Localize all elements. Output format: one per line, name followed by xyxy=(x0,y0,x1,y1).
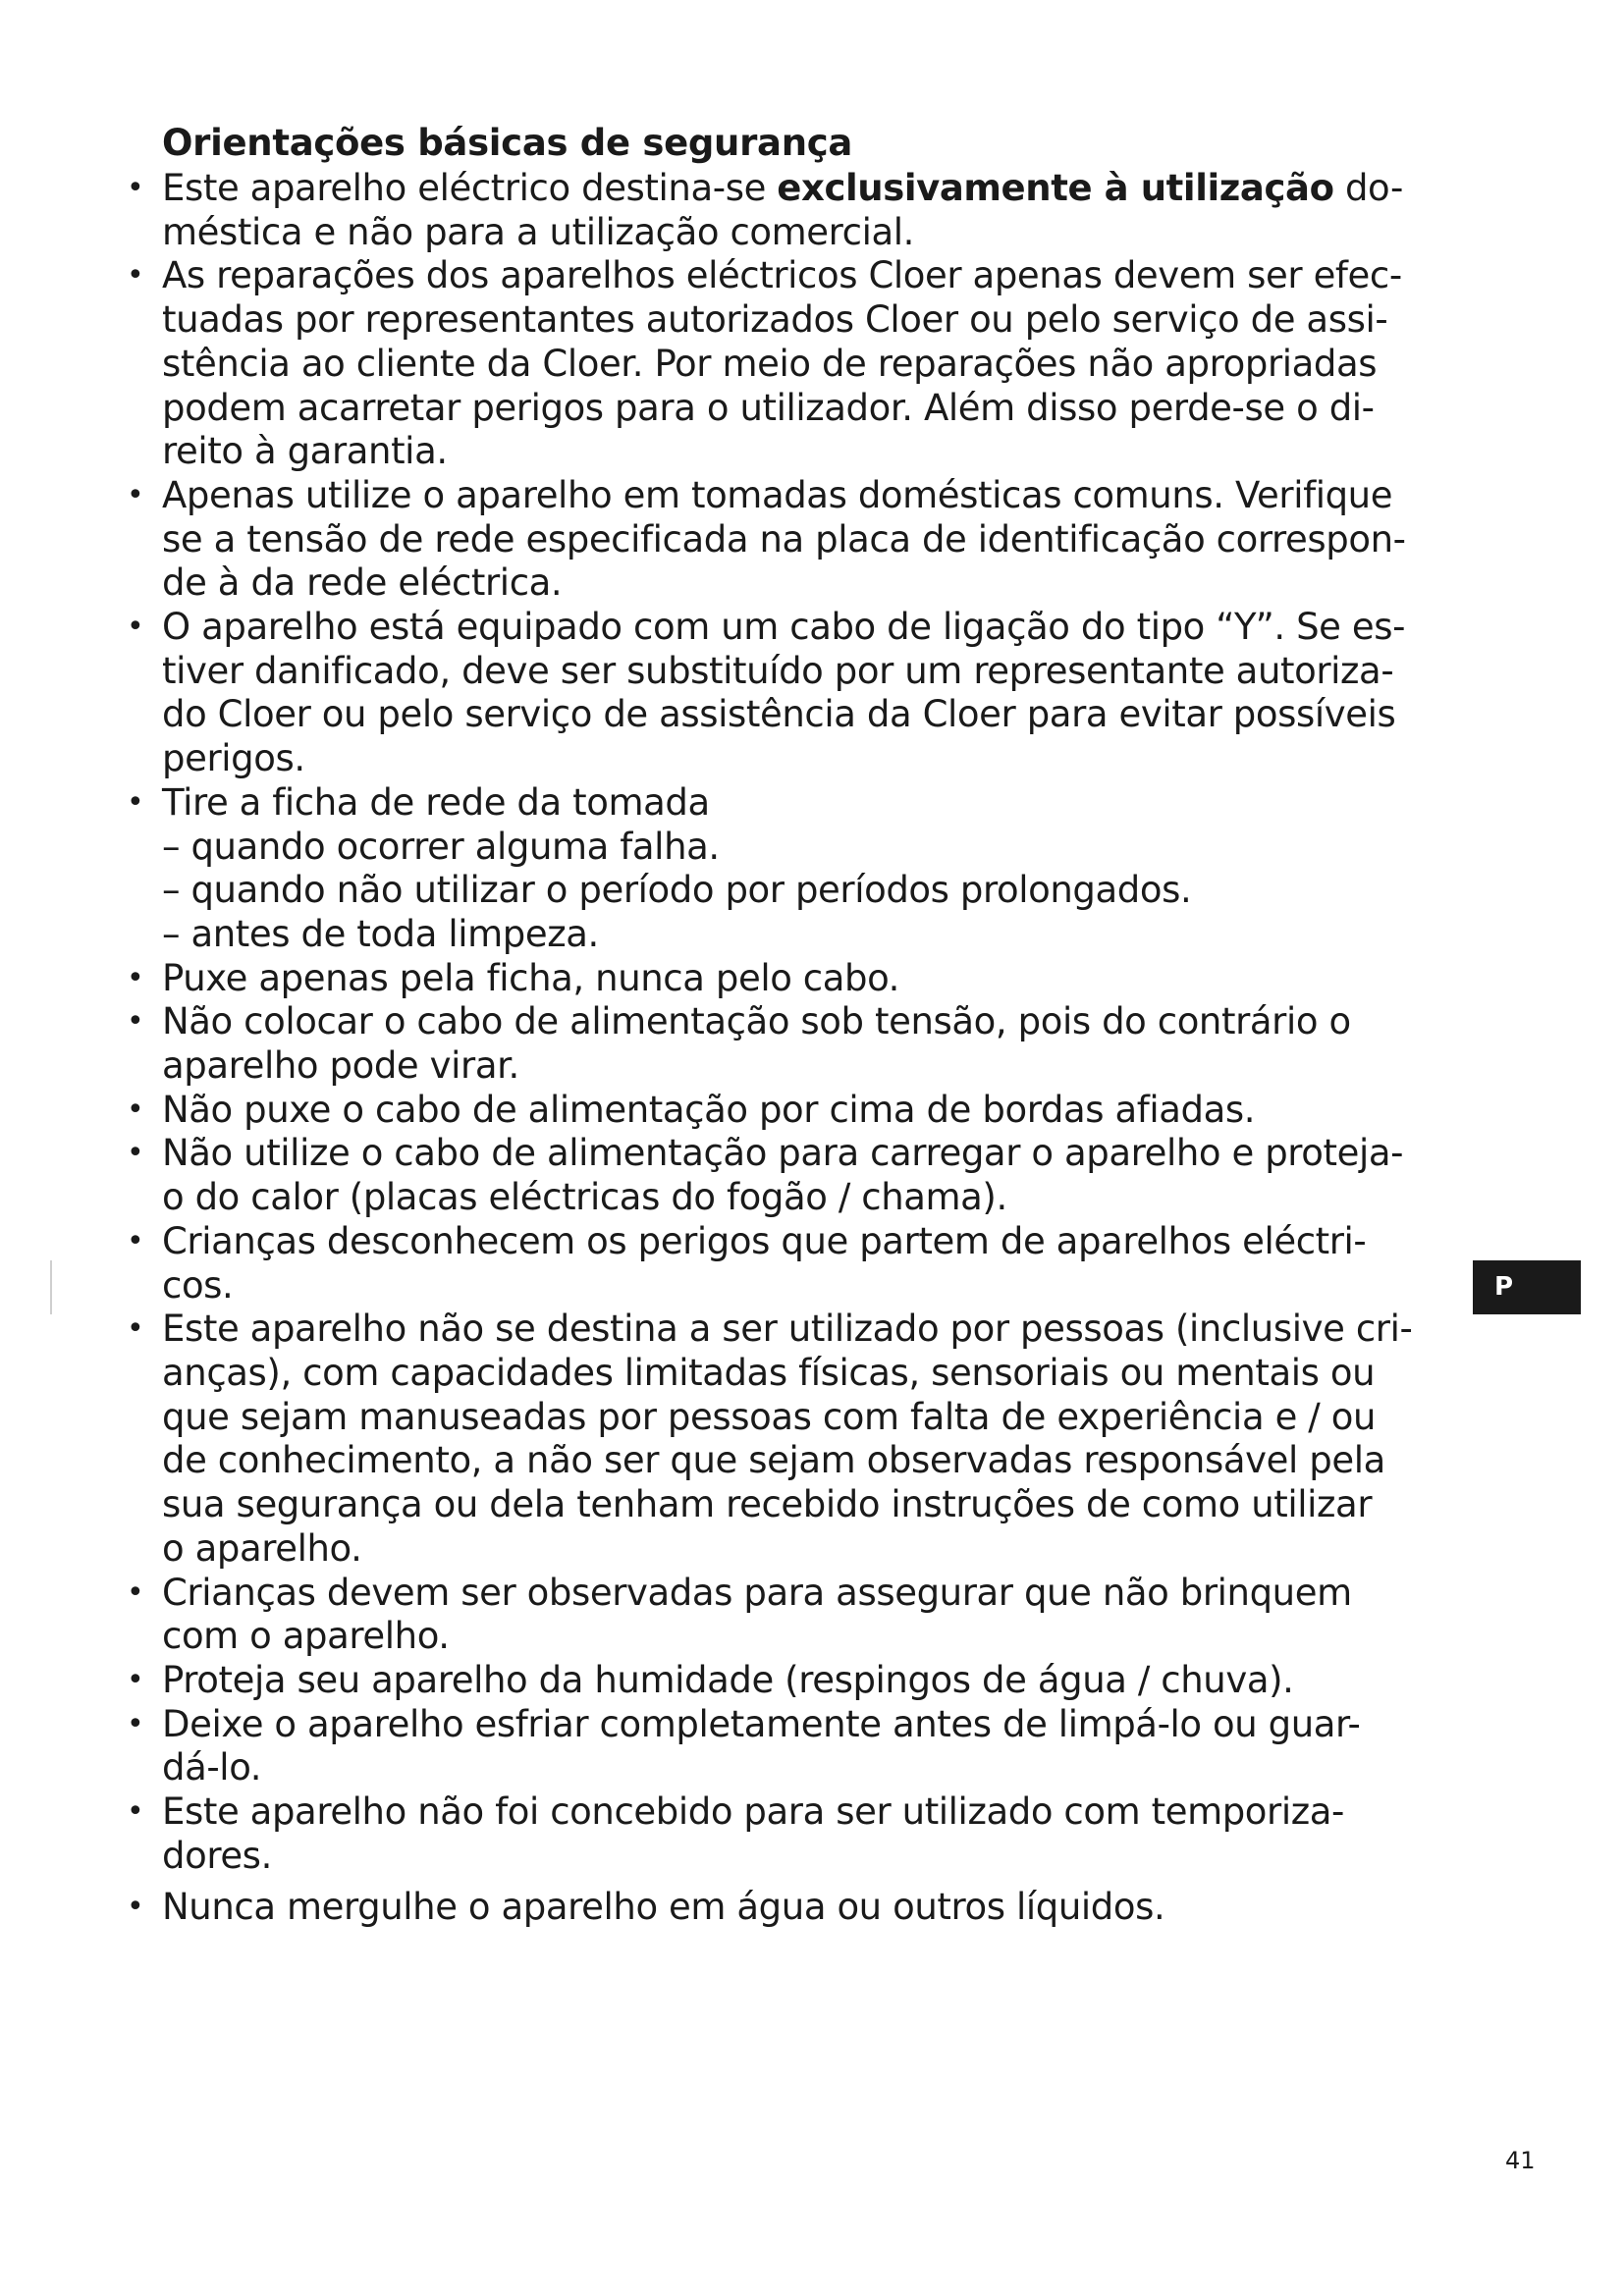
list-item xyxy=(120,1572,1489,1659)
bullet-icon: • xyxy=(127,1575,144,1610)
sub-item: – quando não utilizar o período por períodos prolongados. xyxy=(162,869,1192,912)
safety-list xyxy=(120,167,1489,1930)
sub-item: – antes de toda limpeza. xyxy=(162,912,599,955)
bullet-icon: • xyxy=(127,1706,144,1741)
bullet-icon: • xyxy=(127,1311,144,1347)
list-item xyxy=(120,1790,1489,1878)
sub-item: – quando ocorrer alguma falha. xyxy=(162,825,720,868)
item-text-bold: exclusivamente à utilização xyxy=(777,167,1334,209)
item-text: Crianças desconhecem os perigos que partem de aparelhos eléctri- cos. xyxy=(162,1219,1367,1307)
bullet-icon: • xyxy=(127,610,144,645)
list-item xyxy=(120,1703,1489,1790)
bullet-icon: • xyxy=(127,477,144,512)
item-text: Não puxe o cabo de alimentação por cima de bordas afiadas. xyxy=(162,1088,1256,1131)
item-text: Este aparelho não se destina a ser utilizado por pessoas (inclusive cri- anças), com capacidades limitadas físicas, sensoriais ou mentais ou que sejam manuseadas por pessoas com falta de experiência e / ou de conhecimento, a não ser que sejam observadas responsável pela sua segurança ou dela tenham recebido instruções de como utilizar o aparelho. xyxy=(162,1308,1413,1570)
list-item xyxy=(120,1220,1489,1308)
item-text: Puxe apenas pela ficha, nunca pelo cabo. xyxy=(162,956,900,999)
item-text: O aparelho está equipado com um cabo de ligação do tipo “Y”. Se es- tiver danificado, deve ser substituído por um representante autoriza- do Cloer ou pelo serviço de assistência da Cloer para evitar possíveis perigos. xyxy=(162,606,1406,780)
list-item xyxy=(120,1886,1489,1930)
list-item xyxy=(120,254,1489,474)
bullet-icon: • xyxy=(127,1662,144,1697)
list-item xyxy=(120,1000,1489,1088)
item-text: Crianças devem ser observadas para assegurar que não brinquem com o aparelho. xyxy=(162,1571,1352,1658)
bullet-icon: • xyxy=(127,171,144,205)
item-text-start: Este aparelho eléctrico destina-se xyxy=(162,167,778,209)
item-text: Tire a ficha de rede da tomada xyxy=(162,780,710,824)
item-text: Deixe o aparelho esfriar completamente antes de limpá-lo ou guar- dá-lo. xyxy=(162,1702,1361,1789)
list-item xyxy=(120,1308,1489,1571)
margin-mark xyxy=(50,1260,52,1314)
bullet-icon: • xyxy=(127,1004,144,1040)
item-text: Nunca mergulhe o aparelho em água ou outros líquidos. xyxy=(162,1886,1165,1929)
list-item xyxy=(120,781,1489,957)
list-item xyxy=(120,606,1489,781)
list-item xyxy=(120,957,1489,1001)
list-item xyxy=(120,1132,1489,1219)
bullet-icon: • xyxy=(127,258,144,294)
bullet-icon: • xyxy=(127,784,144,820)
bullet-icon: • xyxy=(127,1223,144,1258)
document-body xyxy=(120,122,1489,1930)
bullet-icon: • xyxy=(127,960,144,995)
list-item xyxy=(120,474,1489,606)
bullet-icon: • xyxy=(127,1092,144,1127)
bullet-icon: • xyxy=(127,1136,144,1171)
item-text: Apenas utilize o aparelho em tomadas domésticas comuns. Verifique se a tensão de rede especificada na placa de identificação correspon- de à da rede eléctrica. xyxy=(162,473,1406,605)
item-text-end: do- méstica e não para a utilização comercial. xyxy=(162,167,1403,253)
list-item xyxy=(120,167,1489,254)
language-tab: P xyxy=(1473,1260,1581,1314)
item-text: Este aparelho não foi concebido para ser utilizado com temporiza- dores. xyxy=(162,1790,1344,1877)
item-text: As reparações dos aparelhos eléctricos Cloer apenas devem ser efec- tuadas por representantes autorizados Cloer ou pelo serviço de assi- stência ao cliente da Cloer. Por meio de reparações não apropriadas podem acarretar perigos para o utilizador. Além disso perde-se o di- reito à garantia. xyxy=(162,254,1402,473)
item-text: Não colocar o cabo de alimentação sob tensão, pois do contrário o aparelho pode virar. xyxy=(162,1000,1351,1088)
item-text: Proteja seu aparelho da humidade (respingos de água / chuva). xyxy=(162,1658,1294,1701)
bullet-icon: • xyxy=(127,1794,144,1830)
section-heading: Orientações básicas de segurança xyxy=(162,122,853,164)
list-item xyxy=(120,1089,1489,1133)
list-item xyxy=(120,1659,1489,1703)
page-number: 41 xyxy=(1505,2147,1536,2174)
bullet-icon: • xyxy=(127,1890,144,1925)
item-text: Não utilize o cabo de alimentação para carregar o aparelho e proteja- o do calor (placas eléctricas do fogão / chama). xyxy=(162,1132,1404,1219)
